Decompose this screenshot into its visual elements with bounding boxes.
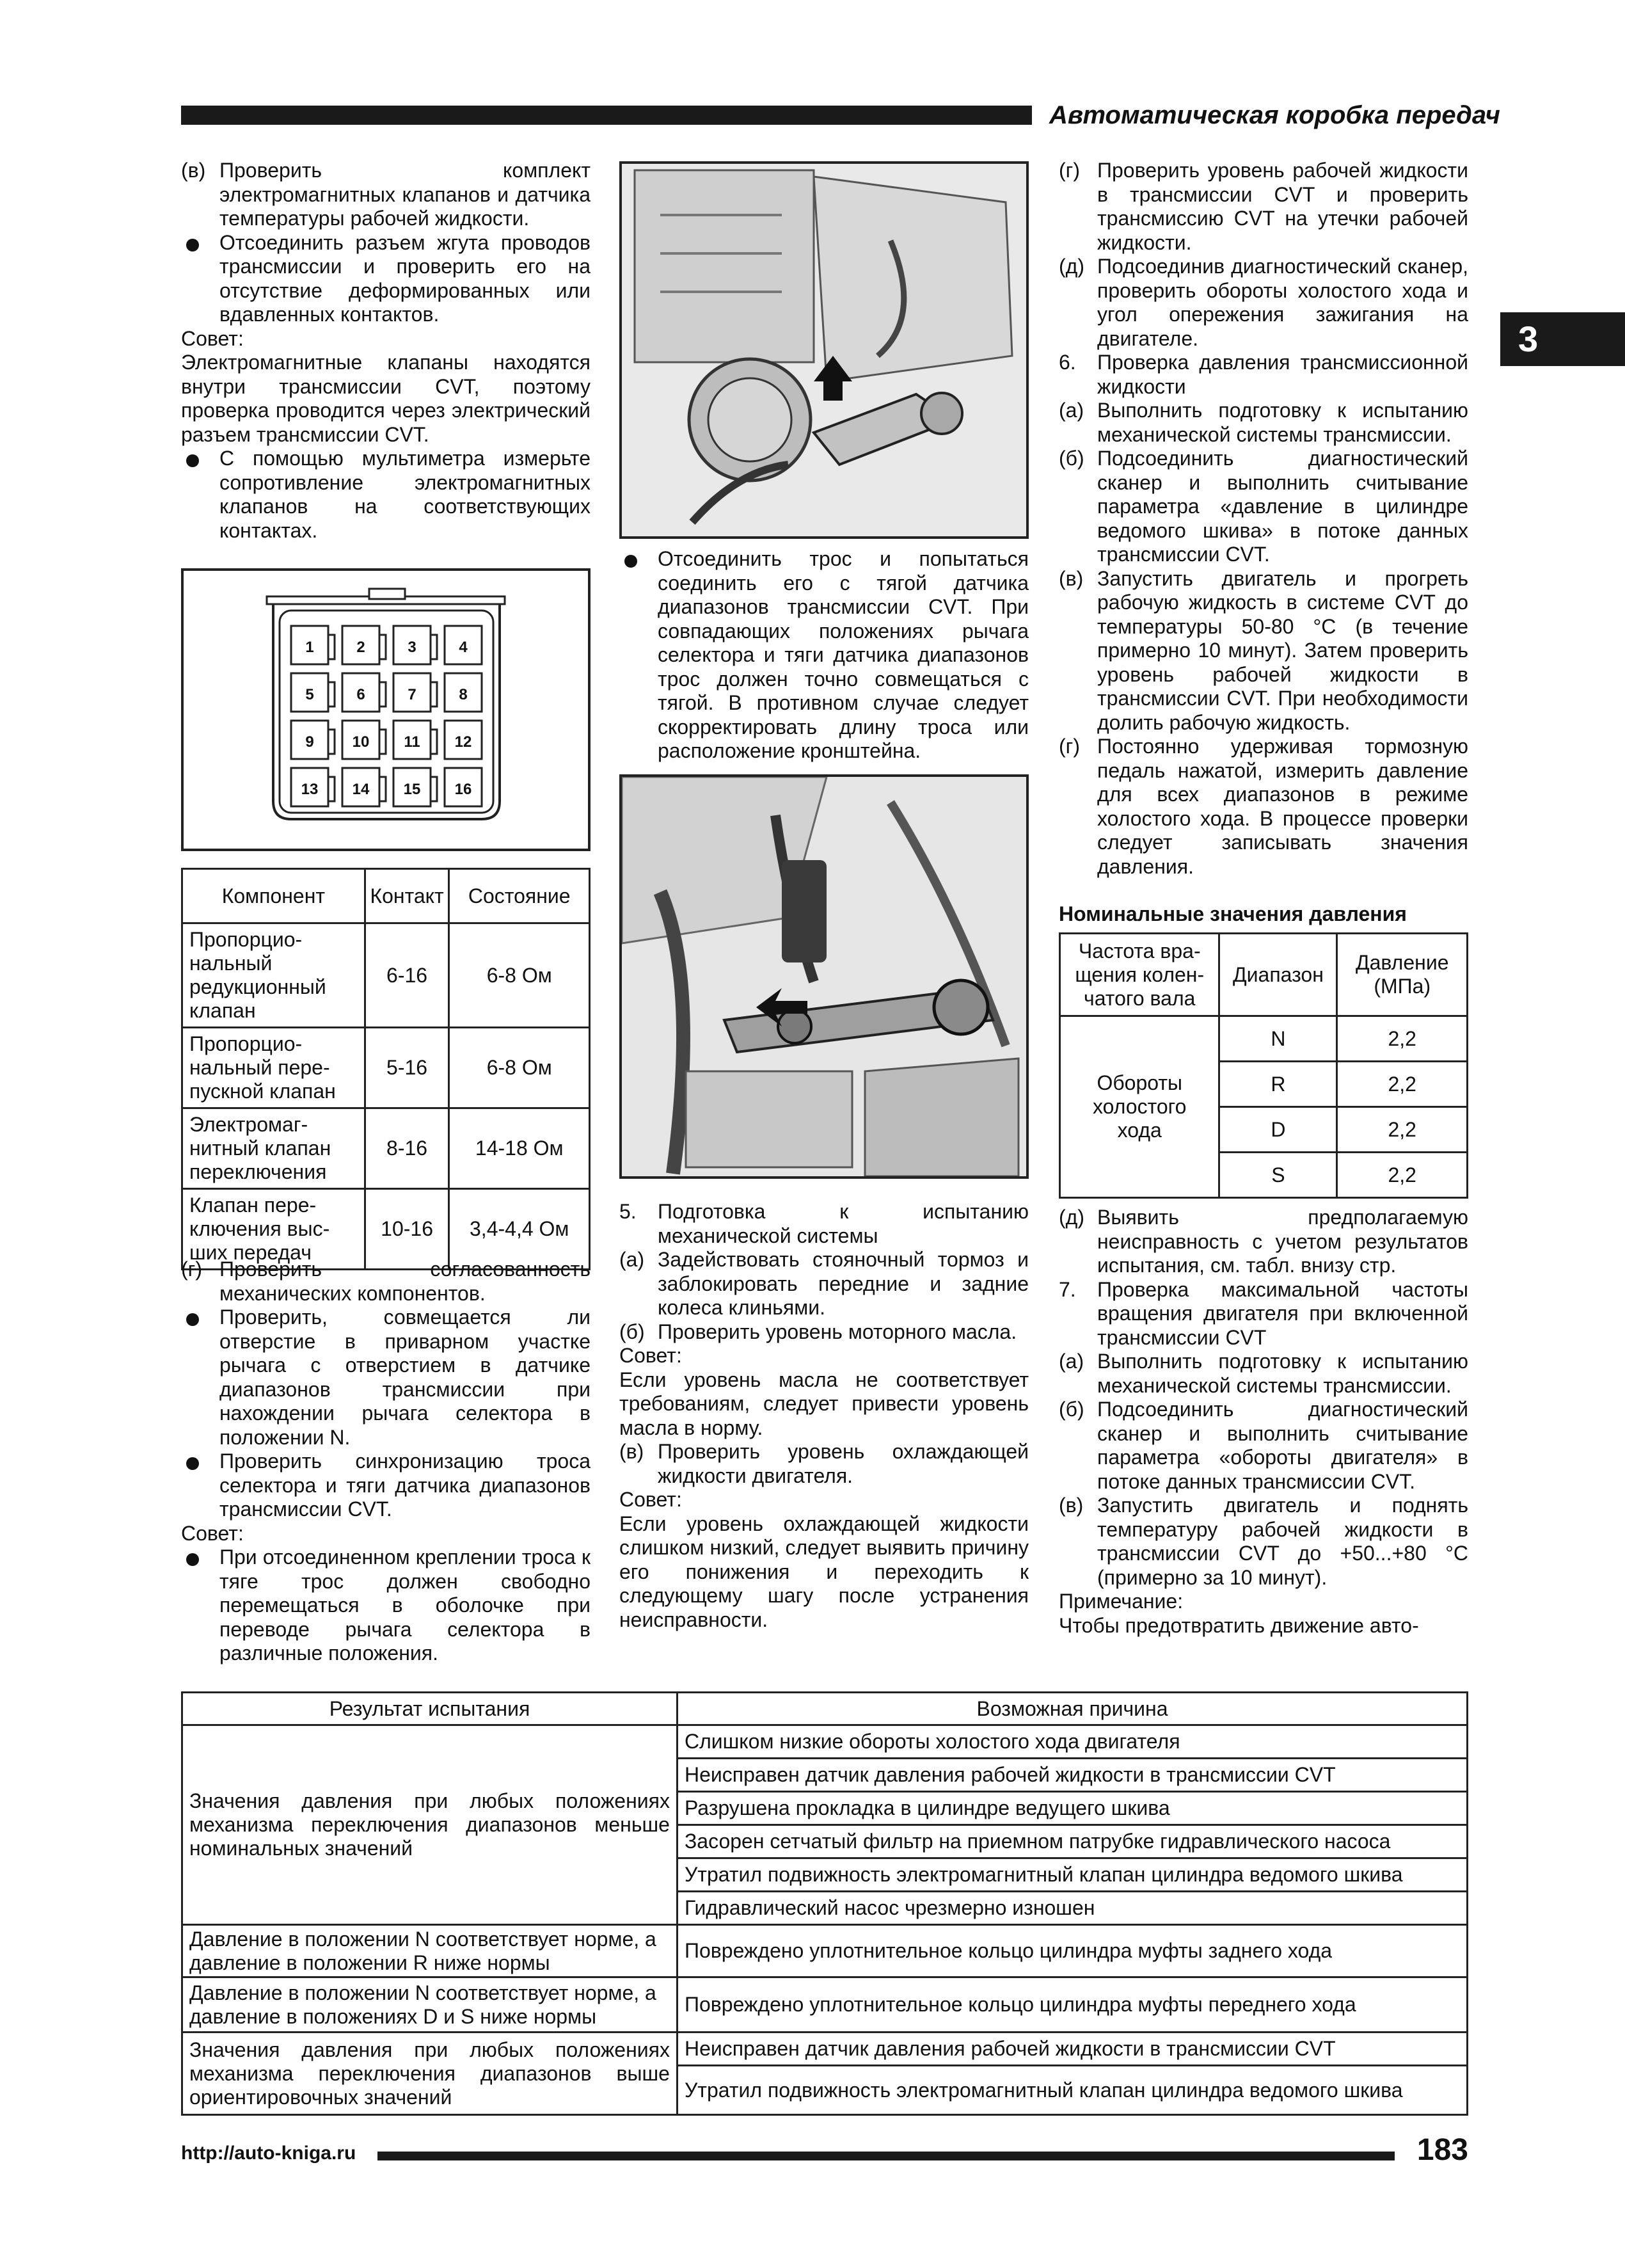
step-v: (в) Проверить уровень охлаждающей жидкости двигателя. [619,1440,1029,1487]
step-g: (г) Проверить согласованность механических компонентов. [181,1258,591,1305]
table-row: Разрушена прокладка в цилиндре ведущего шкива [182,1792,1468,1825]
pin-label: 11 [404,733,420,751]
pin-label: 14 [352,781,370,798]
pin-separator [379,682,386,707]
table-row: S 2,2 [1060,1153,1468,1198]
pin-label: 3 [408,639,416,656]
step-g: (г) Проверить уровень рабочей жидкости в трансмиссии CVT и проверить трансмиссию CVT на утечки рабочей жидкости. [1059,159,1468,254]
connector-svg [184,571,588,849]
note-text: Чтобы предотвратить движение авто- [1059,1613,1419,1637]
pin-separator [379,777,386,801]
header-title: Автоматическая коробка передач [1049,101,1500,129]
pin-separator [328,682,335,707]
table-row: Засорен сетчатый фильтр на приемном патрубке гидравлического насоса [182,1825,1468,1858]
results-table [181,1691,1468,2116]
table-row: Значения давления при любых положениях механизма переключения диапазонов меньше номинальных значений Слишком низкие обороты холостого хода двигателя [182,1725,1468,1759]
pin-separator [328,635,335,659]
col-header: Компонент [182,869,365,923]
connector-diagram [181,568,591,851]
pin-separator [431,682,437,707]
pin-label: 8 [459,686,468,703]
col-header: Диапазон [1219,934,1337,1016]
pin-label: 5 [305,686,314,703]
pin-separator [379,730,386,754]
step-b: (б) Проверить уровень моторного масла. [619,1320,1017,1343]
step-a: (а) Задействовать стояночный тормоз и заблокировать передние и задние колеса клиньями. [619,1248,1029,1319]
page-number: 183 [1416,2133,1468,2167]
step-b: (б) Подсоединить диагностический сканер и выполнить считывание параметра «давление в цилиндре ведомого шкива» в потоке данных трансмиссии CVT. [1059,447,1468,566]
table-row: Электромаг-нитный клапан переключения 8-16 14-18 Ом [182,1108,590,1189]
col-header: Частота вра-щения колен-чатого вала [1060,934,1219,1016]
pin-label: 13 [301,781,319,798]
bullet: С помощью мультиметра измерьте сопротивление электромагнитных клапанов на соответствующих контактах. [181,447,591,543]
mode-cell: Обороты холостого хода [1060,1016,1219,1198]
pin-separator [431,730,437,754]
table-row: Давление в положении N соответствует норме, а давление в положениях D и S ниже нормы Повреждено уплотнительное кольцо цилиндра муфты переднего хода [182,1977,1468,2032]
step-d: (д) Подсоединив диагностический сканер, проверить обороты холостого хода и угол опережения зажигания на двигателе. [1059,255,1468,350]
pin-separator [379,635,386,659]
step-v2: (в) Запустить двигатель и поднять температуру рабочей жидкости в трансмиссии CVT до +50...+80 °С (примерно за 10 минут). [1059,1494,1468,1589]
header-rule [181,106,1032,125]
table-row: Неисправен датчик давления рабочей жидкости в трансмиссии CVT [182,1759,1468,1792]
pin-label: 10 [352,733,370,751]
bullet: Отсоединить разъем жгута проводов трансмиссии и проверить его на отсутствие деформированных или вдавленных контактов. [181,231,591,327]
step-a: (а) Выполнить подготовку к испытанию механической системы трансмиссии. [1059,399,1468,446]
column-2-top [619,547,1029,763]
col-header: Результат испытания [182,1693,678,1725]
chapter-tab: 3 [1500,312,1625,366]
table-row: Значения давления при любых положениях механизма переключения диапазонов выше ориентировочных значений Неисправен датчик давления рабочей жидкости в трансмиссии CVT [182,2032,1468,2066]
table-row: Пропорцио-нальный пере-пускной клапан 5-16 6-8 Ом [182,1028,590,1108]
pin-label: 7 [408,686,416,703]
pin-label: 6 [356,686,365,703]
table-row: R 2,2 [1060,1062,1468,1107]
col-header: Состояние [449,869,590,923]
table-row: Пропорцио-нальный редукционный клапан 6-16 6-8 Ом [182,923,590,1028]
table-row: Обороты холостого хода N 2,2 [1060,1016,1468,1062]
pin-separator [431,777,437,801]
tip-label: Совет: [619,1344,682,1367]
pressure-table [1059,932,1468,1199]
table-row: Утратил подвижность электромагнитный клапан цилиндра ведомого шкива [182,1858,1468,1892]
footer-url[interactable]: http://auto-kniga.ru [181,2143,356,2164]
column-3-top [1059,159,1468,879]
pin-label: 15 [403,781,421,798]
section-5: 5. Подготовка к испытанию механической системы [619,1200,1029,1247]
note-label: Примечание: [1059,1590,1184,1613]
step-v: (в) Запустить двигатель и прогреть рабочую жидкость в системе CVT до температуры 50-80 °С (в течение примерно 10 минут). Затем проверить уровень рабочей жидкости в трансмиссии CVT. При необходимости долить рабочую жидкость. [1059,566,1468,734]
section-7: 7. Проверка максимальной частоты вращения двигателя при включенной трансмиссии CVT [1059,1277,1468,1349]
components-table [181,868,591,1270]
bullet: Проверить, совмещается ли отверстие в приварном участке рычага с отверстием в датчике диапазонов трансмиссии при нахождении рычага селектора в положении N. [181,1306,591,1449]
col-header: Контакт [365,869,449,923]
step-a2: (а) Выполнить подготовку к испытанию механической системы трансмиссии. [1059,1350,1468,1397]
column-1-bottom [181,1258,591,1666]
table-row: Утратил подвижность электромагнитный клапан цилиндра ведомого шкива [182,2066,1468,2115]
table-row: Гидравлический насос чрезмерно изношен [182,1892,1468,1925]
tip-text: Если уровень масла не соответствует требованиям, следует привести уровень масла в норму. [619,1368,1029,1439]
tip-label: Совет: [181,1521,244,1545]
step-b2: (б) Подсоединить диагностический сканер и выполнить считывание параметра «обороты двигателя» в потоке данных трансмиссии CVT. [1059,1398,1468,1493]
pin-separator [431,635,437,659]
step-g2: (г) Постоянно удерживая тормозную педаль нажатой, измерить давление для всех диапазонов в режиме холостого хода. В процессе проверки следует записывать значения давления. [1059,735,1468,878]
pin-label: 4 [459,639,468,656]
tip-text: Если уровень охлаждающей жидкости слишком низкий, следует выявить причину его понижения и переходить к следующему шагу после устранения неисправности. [619,1512,1029,1631]
table-row: Давление в положении N соответствует норме, а давление в положении R ниже нормы Повреждено уплотнительное кольцо цилиндра муфты заднего хода [182,1925,1468,1977]
bullet: При отсоединенном креплении троса к тяге трос должен свободно перемещаться в оболочке при переводе рычага селектора в различные положения. [181,1545,591,1666]
column-3-bottom [1059,1206,1468,1638]
pin-separator [328,777,335,801]
bullet: Отсоединить трос и попытаться соединить его с тягой датчика диапазонов трансмиссии CVT. При совпадающих положениях рычага селектора и тяги датчика диапазонов трос должен точно совмещаться с тягой. В противном случае следует скорректировать длину троса или расположение кронштейна. [619,547,1029,763]
pin-label: 1 [305,639,314,656]
table-row: D 2,2 [1060,1107,1468,1153]
pressure-table-heading: Номинальные значения давления [1059,902,1407,925]
footer-rule [377,2152,1395,2160]
col-header: Возможная причина [677,1693,1467,1725]
table-row: Клапан пере-ключения выс-ших передач 10-16 3,4-4,4 Ом [182,1189,590,1270]
column-2-bottom [619,1200,1029,1632]
pin-label: 16 [454,781,472,798]
tip-text: Электромагнитные клапаны находятся внутри трансмиссии CVT, поэтому проверка проводится через электрический разъем трансмиссии CVT. [181,351,591,446]
step-d2: (д) Выявить предполагаемую неисправность с учетом результатов испытания, см. табл. внизу стр. [1059,1206,1468,1277]
step-v: (в) Проверить комплект электромагнитных клапанов и датчика температуры рабочей жидкости. [181,159,591,230]
selector-linkage-photo [619,774,1029,1179]
tip-label: Совет: [181,326,244,350]
col-header: Давление (МПа) [1337,934,1468,1016]
pin-label: 9 [305,733,314,751]
pin-label: 2 [356,639,365,656]
transmission-photo-top [619,161,1029,539]
pin-separator [328,730,335,754]
column-1-top [181,159,591,543]
section-6: 6. Проверка давления трансмиссионной жидкости [1059,351,1468,398]
bullet: Проверить синхронизацию троса селектора и тяги датчика диапазонов трансмиссии CVT. [181,1449,591,1522]
pin-label: 12 [454,733,472,751]
tip-label: Совет: [619,1488,682,1511]
